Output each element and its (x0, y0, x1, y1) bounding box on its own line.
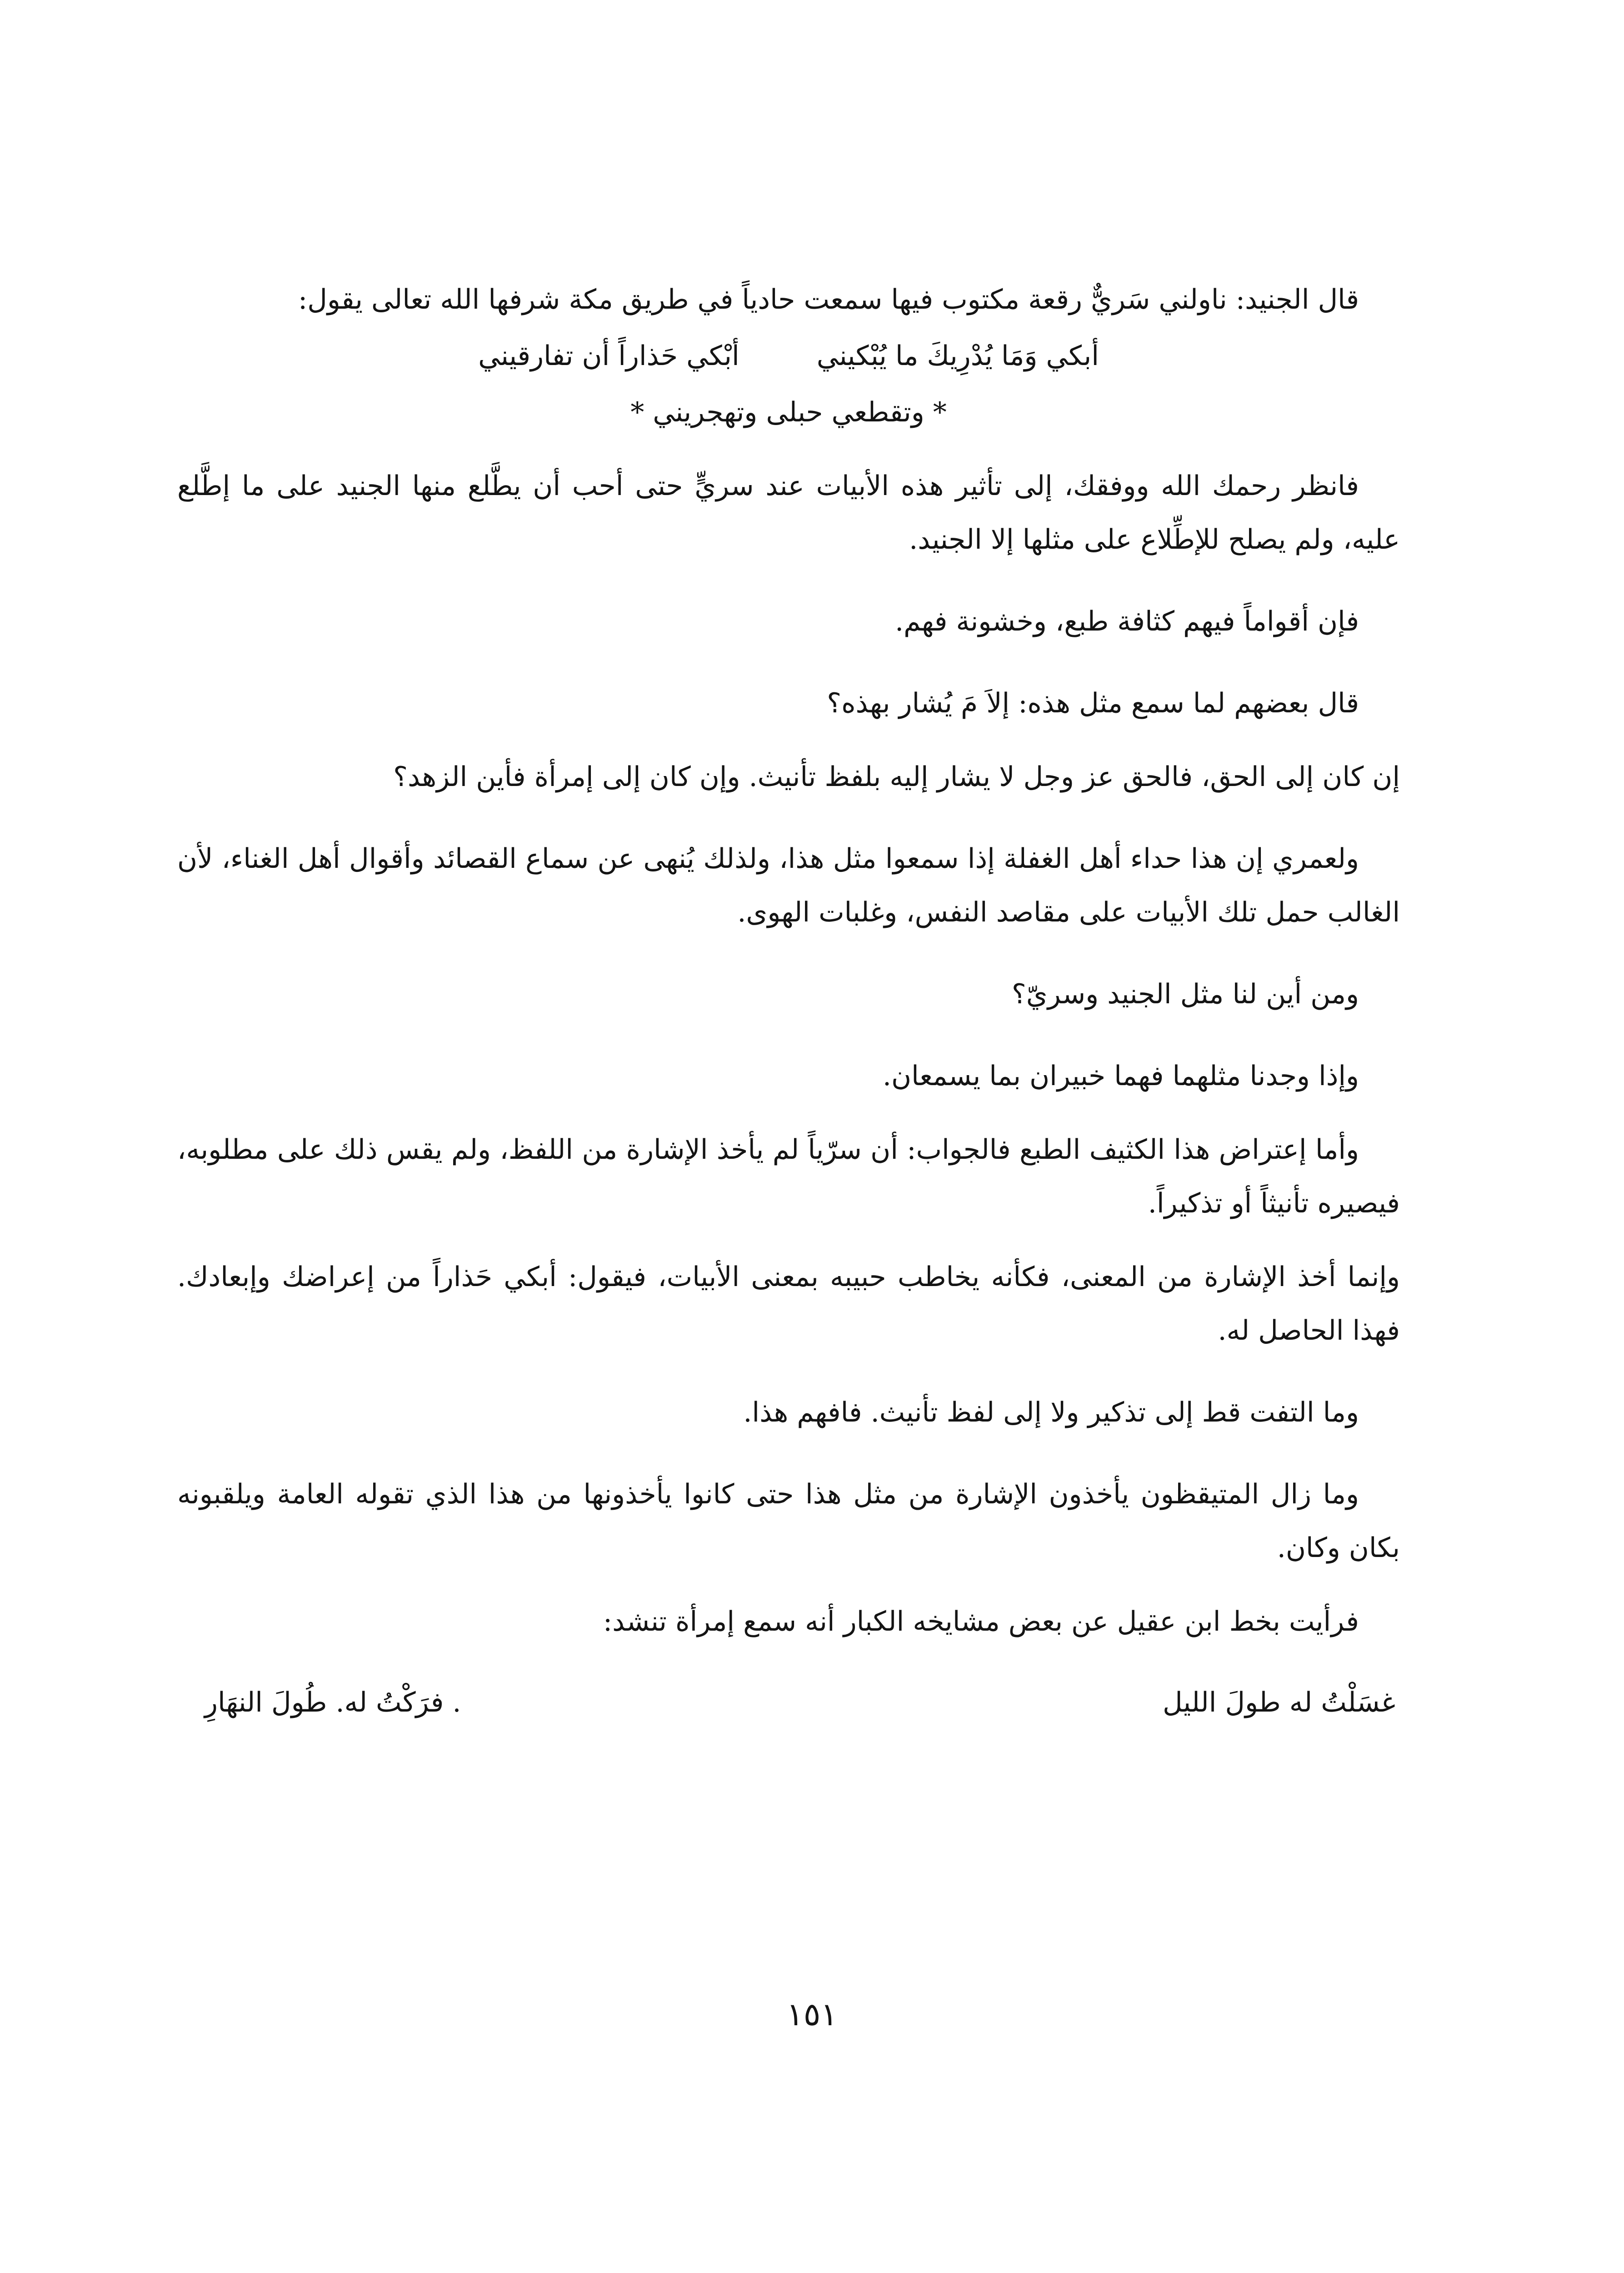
paragraph-reflection: فانظر رحمك الله ووفقك، إلى تأثير هذه الأبيات عند سريٍّ حتى أحب أن يطَّلع منها الجنيد على ما إطَّلع عليه، ولم يصلح للإطِّلاع على مثلها إلا الجنيد. (177, 470, 1400, 556)
page-number: ١٥١ (786, 1996, 838, 2033)
paragraph-answer: وأما إعتراض هذا الكثيف الطبع فالجواب: أن سرّياً لم يأخذ الإشارة من اللفظ، ولم يقس ذلك على مطلوبه، فيصيره تأنيثاً أو تذكيراً. (177, 1134, 1400, 1219)
poem-1-hemistich-left: أبْكي حَذاراً أن تفارقيني (478, 340, 740, 372)
page-body (177, 273, 1400, 1729)
poem-2-hemistich-right: غسَلْتُ له طولَ الليل (1162, 1687, 1395, 1718)
paragraph-who-like-junayd: ومن أين لنا مثل الجنيد وسريّ؟ (1011, 978, 1359, 1010)
paragraph-ibn-aqil: فرأيت بخط ابن عقيل عن بعض مشايخه الكبار أنه سمع إمرأة تنشد: (603, 1606, 1359, 1637)
paragraph-understand: وما التفت قط إلى تذكير ولا إلى لفظ تأنيث. فافهم هذا. (743, 1397, 1359, 1428)
paragraph-objection-detail: إن كان إلى الحق، فالحق عز وجل لا يشار إليه بلفظ تأنيث. وإن كان إلى إمرأة فأين الزهد؟ (393, 761, 1400, 793)
poem-2-verse (177, 1676, 1400, 1729)
paragraph-objection: قال بعضهم لما سمع مثل هذه: إلاَ مَ يُشار بهذه؟ (827, 687, 1359, 719)
paragraph-meaning: وإنما أخذ الإشارة من المعنى، فكأنه يخاطب حبيبه بمعنى الأبيات، فيقول: أبكي حَذاراً من إعراضك وإبعادك. فهذا الحاصل له. (177, 1261, 1400, 1347)
paragraph-junayd-quote: قال الجنيد: ناولني سَريٌّ رقعة مكتوب فيها سمعت حادياً في طريق مكة شرفها الله تعالى يقول: (298, 284, 1359, 315)
poem-1-verse (177, 329, 1400, 383)
poem-1-final-line: * وتقطعي حبلى وتهجريني * (630, 396, 947, 428)
paragraph-heedless-singing: ولعمري إن هذا حداء أهل الغفلة إذا سمعوا مثل هذا، ولذلك يُنهى عن سماع القصائد وأقوال أهل الغناء، لأن الغالب حمل تلك الأبيات على مقاصد النفس، وغلبات الهوى. (177, 843, 1400, 928)
poem-2-hemistich-left: . فرَكْتُ له. طُولَ النهَارِ (205, 1687, 461, 1718)
poem-1-hemistich-right: أبكي وَمَا يُدْرِيكَ ما يُبْكيني (816, 340, 1099, 372)
paragraph-experts: وإذا وجدنا مثلهما فهما خبيران بما يسمعان. (882, 1060, 1359, 1092)
paragraph-vigilant: وما زال المتيقظون يأخذون الإشارة من مثل هذا حتى كانوا يأخذونها من هذا الذي تقوله العامة ويلقبونه بكان وكان. (177, 1478, 1400, 1564)
paragraph-coarse-people: فإن أقواماً فيهم كثافة طبع، وخشونة فهم. (894, 606, 1359, 637)
